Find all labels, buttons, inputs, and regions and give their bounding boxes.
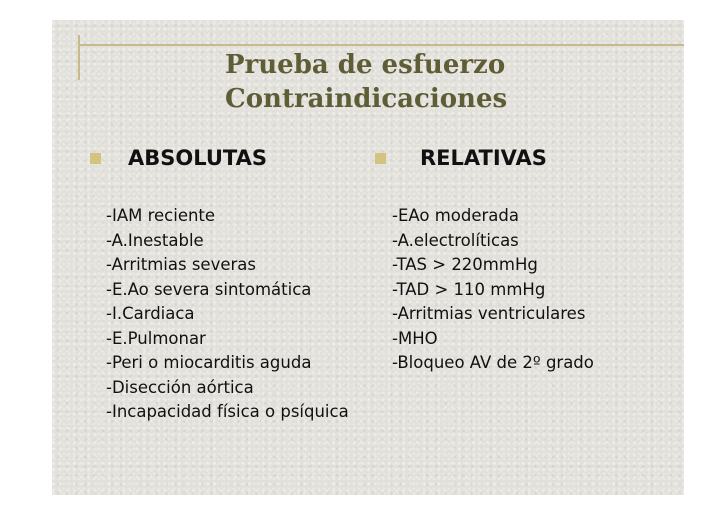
list-item: -E.Ao severa sintomática bbox=[106, 279, 312, 299]
list-item: -TAD > 110 mmHg bbox=[392, 279, 546, 299]
list-item: -IAM reciente bbox=[106, 206, 216, 225]
list-item: -Arritmias severas bbox=[106, 255, 256, 274]
frame-line-horizontal bbox=[78, 44, 684, 46]
list-item: -E.Pulmonar bbox=[106, 328, 206, 348]
absolutas-heading: ABSOLUTAS bbox=[128, 146, 267, 170]
list-item: -Disección aórtica bbox=[106, 377, 254, 397]
frame-line-vertical bbox=[78, 35, 80, 80]
list-item: -EAo moderada bbox=[392, 206, 519, 225]
list-item: -Bloqueo AV de 2º grado bbox=[392, 353, 594, 372]
relativas-list bbox=[392, 204, 594, 376]
square-bullet-icon bbox=[90, 153, 101, 164]
list-item: -MHO bbox=[392, 328, 438, 348]
list-item: -A.electrolíticas bbox=[392, 230, 519, 250]
absolutas-list bbox=[106, 204, 349, 425]
slide-title-line-2: Contraindicaciones bbox=[225, 84, 508, 114]
list-item: -A.Inestable bbox=[106, 230, 204, 250]
slide-title-line-1: Prueba de esfuerzo bbox=[225, 50, 506, 80]
list-item: -Arritmias ventriculares bbox=[392, 304, 586, 323]
list-item: -Peri o miocarditis aguda bbox=[106, 353, 312, 372]
list-item: -I.Cardiaca bbox=[106, 304, 195, 323]
square-bullet-icon bbox=[375, 153, 386, 164]
relativas-heading: RELATIVAS bbox=[420, 146, 547, 170]
list-item: -Incapacidad física o psíquica bbox=[106, 402, 349, 421]
list-item: -TAS > 220mmHg bbox=[392, 255, 538, 274]
